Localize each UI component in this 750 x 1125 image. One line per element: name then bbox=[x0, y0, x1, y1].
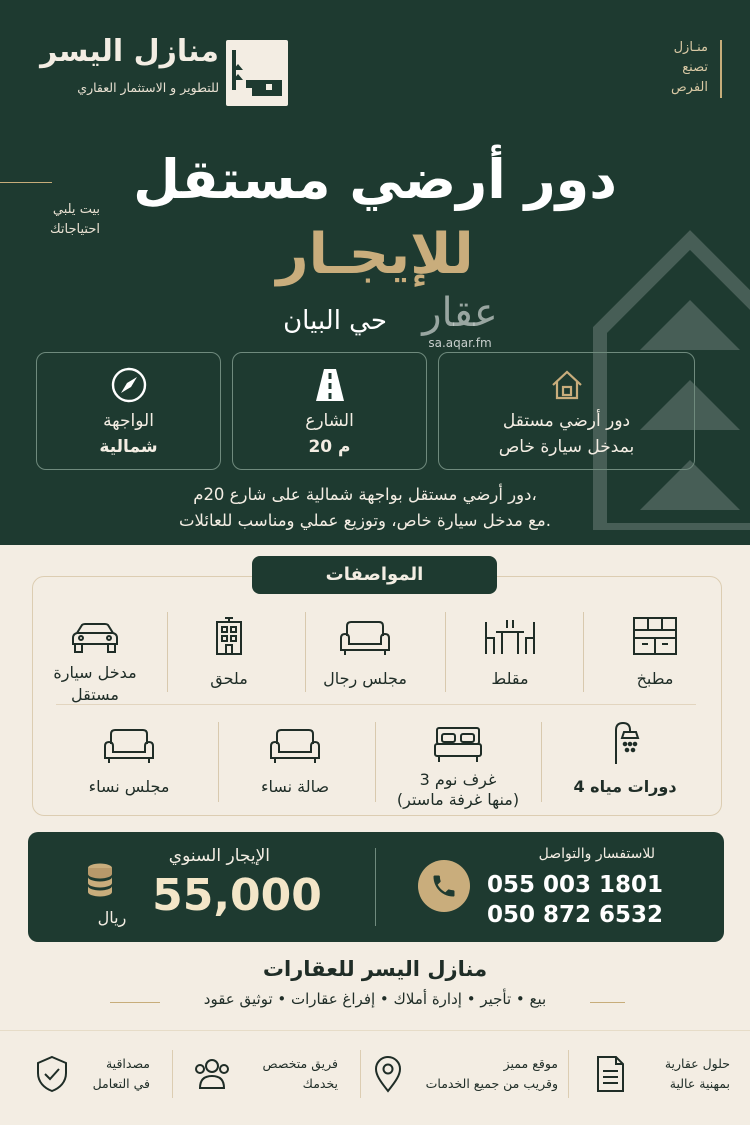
brand-tagline: للتطوير و الاستثمار العقاري bbox=[77, 80, 219, 95]
sofa-icon bbox=[240, 720, 350, 764]
shield-check-icon bbox=[32, 1054, 72, 1094]
brand-name: منازل اليسر bbox=[40, 34, 219, 69]
spec-womens-majlis: مجلس نساء bbox=[74, 720, 184, 798]
phone-number-2[interactable]: 050 872 6532 bbox=[486, 902, 664, 928]
slogan-divider bbox=[720, 40, 722, 98]
feature-solutions: حلول عقارية بمهنية عالية bbox=[580, 1046, 730, 1102]
spec-divider bbox=[541, 722, 542, 802]
card-street-width: الشارع 20 م bbox=[232, 352, 427, 470]
car-icon bbox=[40, 612, 150, 656]
location-pin-icon bbox=[368, 1054, 408, 1094]
dining-table-icon bbox=[455, 612, 565, 656]
rent-label: الإيجار السنوي bbox=[168, 846, 270, 866]
compass-icon bbox=[37, 365, 220, 405]
listing-description: دور أرضي مستقل بواجهة شمالية على شارع 20م، مع مدخل سيارة خاص، وتوزيع عملي ومناسب للعائلات. bbox=[178, 485, 552, 530]
side-divider bbox=[0, 182, 52, 183]
spec-bathrooms: 4 دورات مياه bbox=[570, 720, 680, 798]
watermark-url: sa.aqar.fm bbox=[428, 336, 492, 350]
spec-divider bbox=[375, 722, 376, 802]
spec-divider bbox=[305, 612, 306, 692]
feature-team: فريق متخصص يخدمك bbox=[190, 1046, 340, 1102]
spec-bedrooms: 3 غرف نوم (منها غرفة ماستر) bbox=[393, 720, 523, 810]
building-icon bbox=[174, 612, 284, 656]
road-icon bbox=[233, 365, 426, 405]
card-facade: الواجهة شمالية bbox=[36, 352, 221, 470]
spec-womens-hall: صالة نساء bbox=[240, 720, 350, 798]
house-icon bbox=[439, 365, 694, 405]
feature-divider bbox=[568, 1050, 569, 1098]
listing-subtitle: للإيجـار bbox=[276, 222, 474, 287]
spec-divider bbox=[445, 612, 446, 692]
services-divider-left bbox=[110, 1002, 160, 1003]
card-unit-type: دور أرضي مستقل بمدخل سيارة خاص bbox=[438, 352, 695, 470]
side-tagline: بيت يلبي احتياجاتك bbox=[49, 202, 100, 237]
listing-title: دور أرضي مستقل bbox=[133, 148, 617, 211]
brand-logo-icon bbox=[226, 40, 288, 106]
kitchen-icon bbox=[600, 612, 710, 656]
spec-divider bbox=[218, 722, 219, 802]
feature-credibility: مصداقية في التعامل bbox=[30, 1046, 160, 1102]
shower-icon bbox=[570, 720, 680, 764]
spec-car-entrance: مدخل سيارة مستقل bbox=[40, 612, 150, 706]
coins-icon bbox=[84, 860, 116, 900]
rent-value: 55,000 bbox=[152, 870, 322, 921]
document-icon bbox=[590, 1054, 630, 1094]
spec-annex: ملحق bbox=[174, 612, 284, 690]
specs-title: المواصفات bbox=[252, 556, 497, 594]
spec-kitchen: مطبخ bbox=[600, 612, 710, 690]
phone-number-1[interactable]: 055 003 1801 bbox=[486, 872, 664, 898]
feature-divider bbox=[172, 1050, 173, 1098]
services-divider-right bbox=[590, 1002, 625, 1003]
feature-divider bbox=[360, 1050, 361, 1098]
company-name: منازل اليسر للعقارات bbox=[262, 957, 488, 981]
sofa-icon bbox=[74, 720, 184, 764]
spec-mens-majlis: مجلس رجال bbox=[310, 612, 420, 690]
slogan: منـازل تصنع الفرص bbox=[670, 40, 708, 95]
spec-divider bbox=[583, 612, 584, 692]
price-divider bbox=[375, 848, 376, 926]
spec-dining: مقلط bbox=[455, 612, 565, 690]
services-list: بيع • تأجير • إدارة أملاك • إفراغ عقارات • توثيق عقود bbox=[203, 990, 547, 1008]
contact-label: للاستفسار والتواصل bbox=[538, 846, 655, 862]
watermark-logo: عقار bbox=[422, 290, 498, 336]
district-name: حي البيان bbox=[283, 306, 387, 336]
currency: ريال bbox=[97, 908, 127, 927]
bed-icon bbox=[393, 720, 523, 764]
team-icon bbox=[192, 1054, 232, 1094]
spec-divider bbox=[167, 612, 168, 692]
feature-location: موقع مميز وقريب من جميع الخدمات bbox=[368, 1046, 563, 1102]
phone-icon[interactable] bbox=[418, 860, 470, 912]
sofa-icon bbox=[310, 612, 420, 656]
features-divider bbox=[0, 1030, 750, 1031]
spec-row-divider bbox=[56, 704, 696, 705]
